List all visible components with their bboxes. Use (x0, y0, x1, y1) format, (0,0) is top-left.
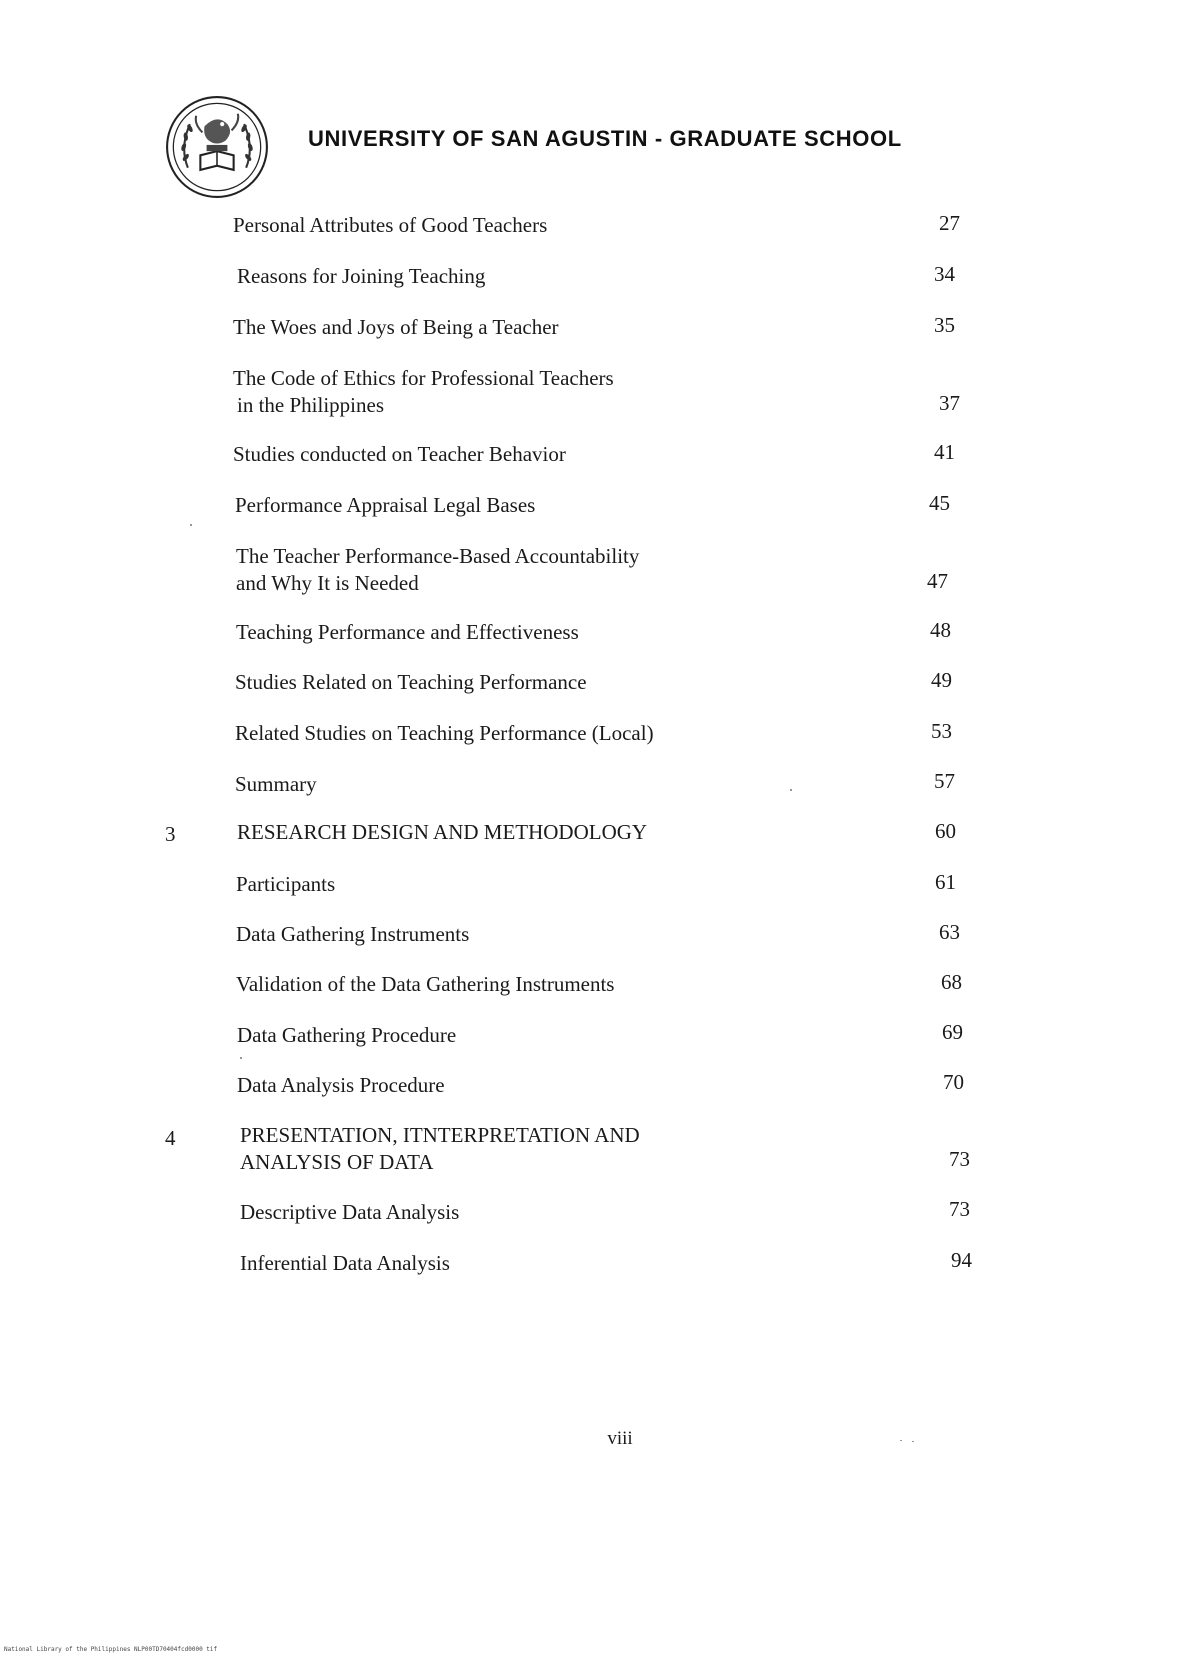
toc-entry: Personal Attributes of Good Teachers (233, 213, 548, 237)
toc-entry: The Woes and Joys of Being a Teacher (233, 315, 559, 339)
toc-entry: Data Gathering Procedure (237, 1023, 457, 1047)
toc-page-number: 94 (951, 1248, 972, 1272)
toc-page-number: 70 (943, 1070, 964, 1094)
toc-entry: The Teacher Performance-Based Accountability and Why It is Needed (236, 544, 640, 595)
toc-page-number: 73 (949, 1197, 970, 1221)
toc-page-number: 49 (931, 668, 952, 692)
scan-speck (790, 789, 792, 791)
toc-page-number: 69 (942, 1020, 963, 1044)
toc-entry: Performance Appraisal Legal Bases (235, 493, 536, 517)
toc-page-number: 45 (929, 491, 950, 515)
toc-page-number: 47 (927, 569, 948, 593)
toc-page-number: 53 (931, 719, 952, 743)
toc-chapter-heading: RESEARCH DESIGN AND METHODOLOGY (237, 820, 648, 844)
toc-entry: Data Analysis Procedure (237, 1073, 445, 1097)
toc-entry: Summary (235, 772, 317, 796)
scan-speck (912, 1441, 914, 1442)
toc-page-number: 60 (935, 819, 956, 843)
toc-entry: Participants (236, 872, 336, 896)
toc-entry: Validation of the Data Gathering Instruments (236, 972, 615, 996)
toc-entry: Reasons for Joining Teaching (237, 264, 486, 288)
scan-speck (190, 524, 192, 526)
toc-entry: Related Studies on Teaching Performance (Local) (235, 721, 654, 745)
toc-entry: Teaching Performance and Effectiveness (236, 620, 579, 644)
toc-entry: Descriptive Data Analysis (240, 1200, 460, 1224)
toc-entry: Inferential Data Analysis (240, 1251, 450, 1275)
chapter-number: 4 (165, 1126, 176, 1150)
toc-page-number: 68 (941, 970, 962, 994)
page-folio: viii (607, 1428, 633, 1449)
toc-page-number: 61 (935, 870, 956, 894)
toc-page-number: 73 (949, 1147, 970, 1171)
toc-chapter-heading: PRESENTATION, ITNTERPRETATION AND ANALYSIS OF DATA (240, 1123, 640, 1174)
toc-page-number: 57 (934, 769, 955, 793)
scan-footer-note: National Library of the Philippines NLP00TD70404fcd0000 tif (4, 1646, 218, 1653)
toc-entry: Data Gathering Instruments (236, 922, 470, 946)
toc-page-number: 63 (939, 920, 960, 944)
header-title: UNIVERSITY OF SAN AGUSTIN - GRADUATE SCHOOL (308, 126, 902, 151)
toc-page-number: 27 (939, 211, 960, 235)
university-seal-icon (165, 95, 269, 199)
toc-entry: Studies Related on Teaching Performance (235, 670, 587, 694)
scan-speck (900, 1440, 902, 1441)
scan-speck (240, 1057, 242, 1059)
toc-page-number: 48 (930, 618, 951, 642)
toc-entry: The Code of Ethics for Professional Teachers in the Philippines (233, 366, 614, 417)
toc-page-number: 35 (934, 313, 955, 337)
toc-page-number: 37 (939, 391, 960, 415)
toc-page-number: 34 (934, 262, 955, 286)
toc-entry: Studies conducted on Teacher Behavior (233, 442, 566, 466)
toc-page-number: 41 (934, 440, 955, 464)
chapter-number: 3 (165, 822, 176, 846)
